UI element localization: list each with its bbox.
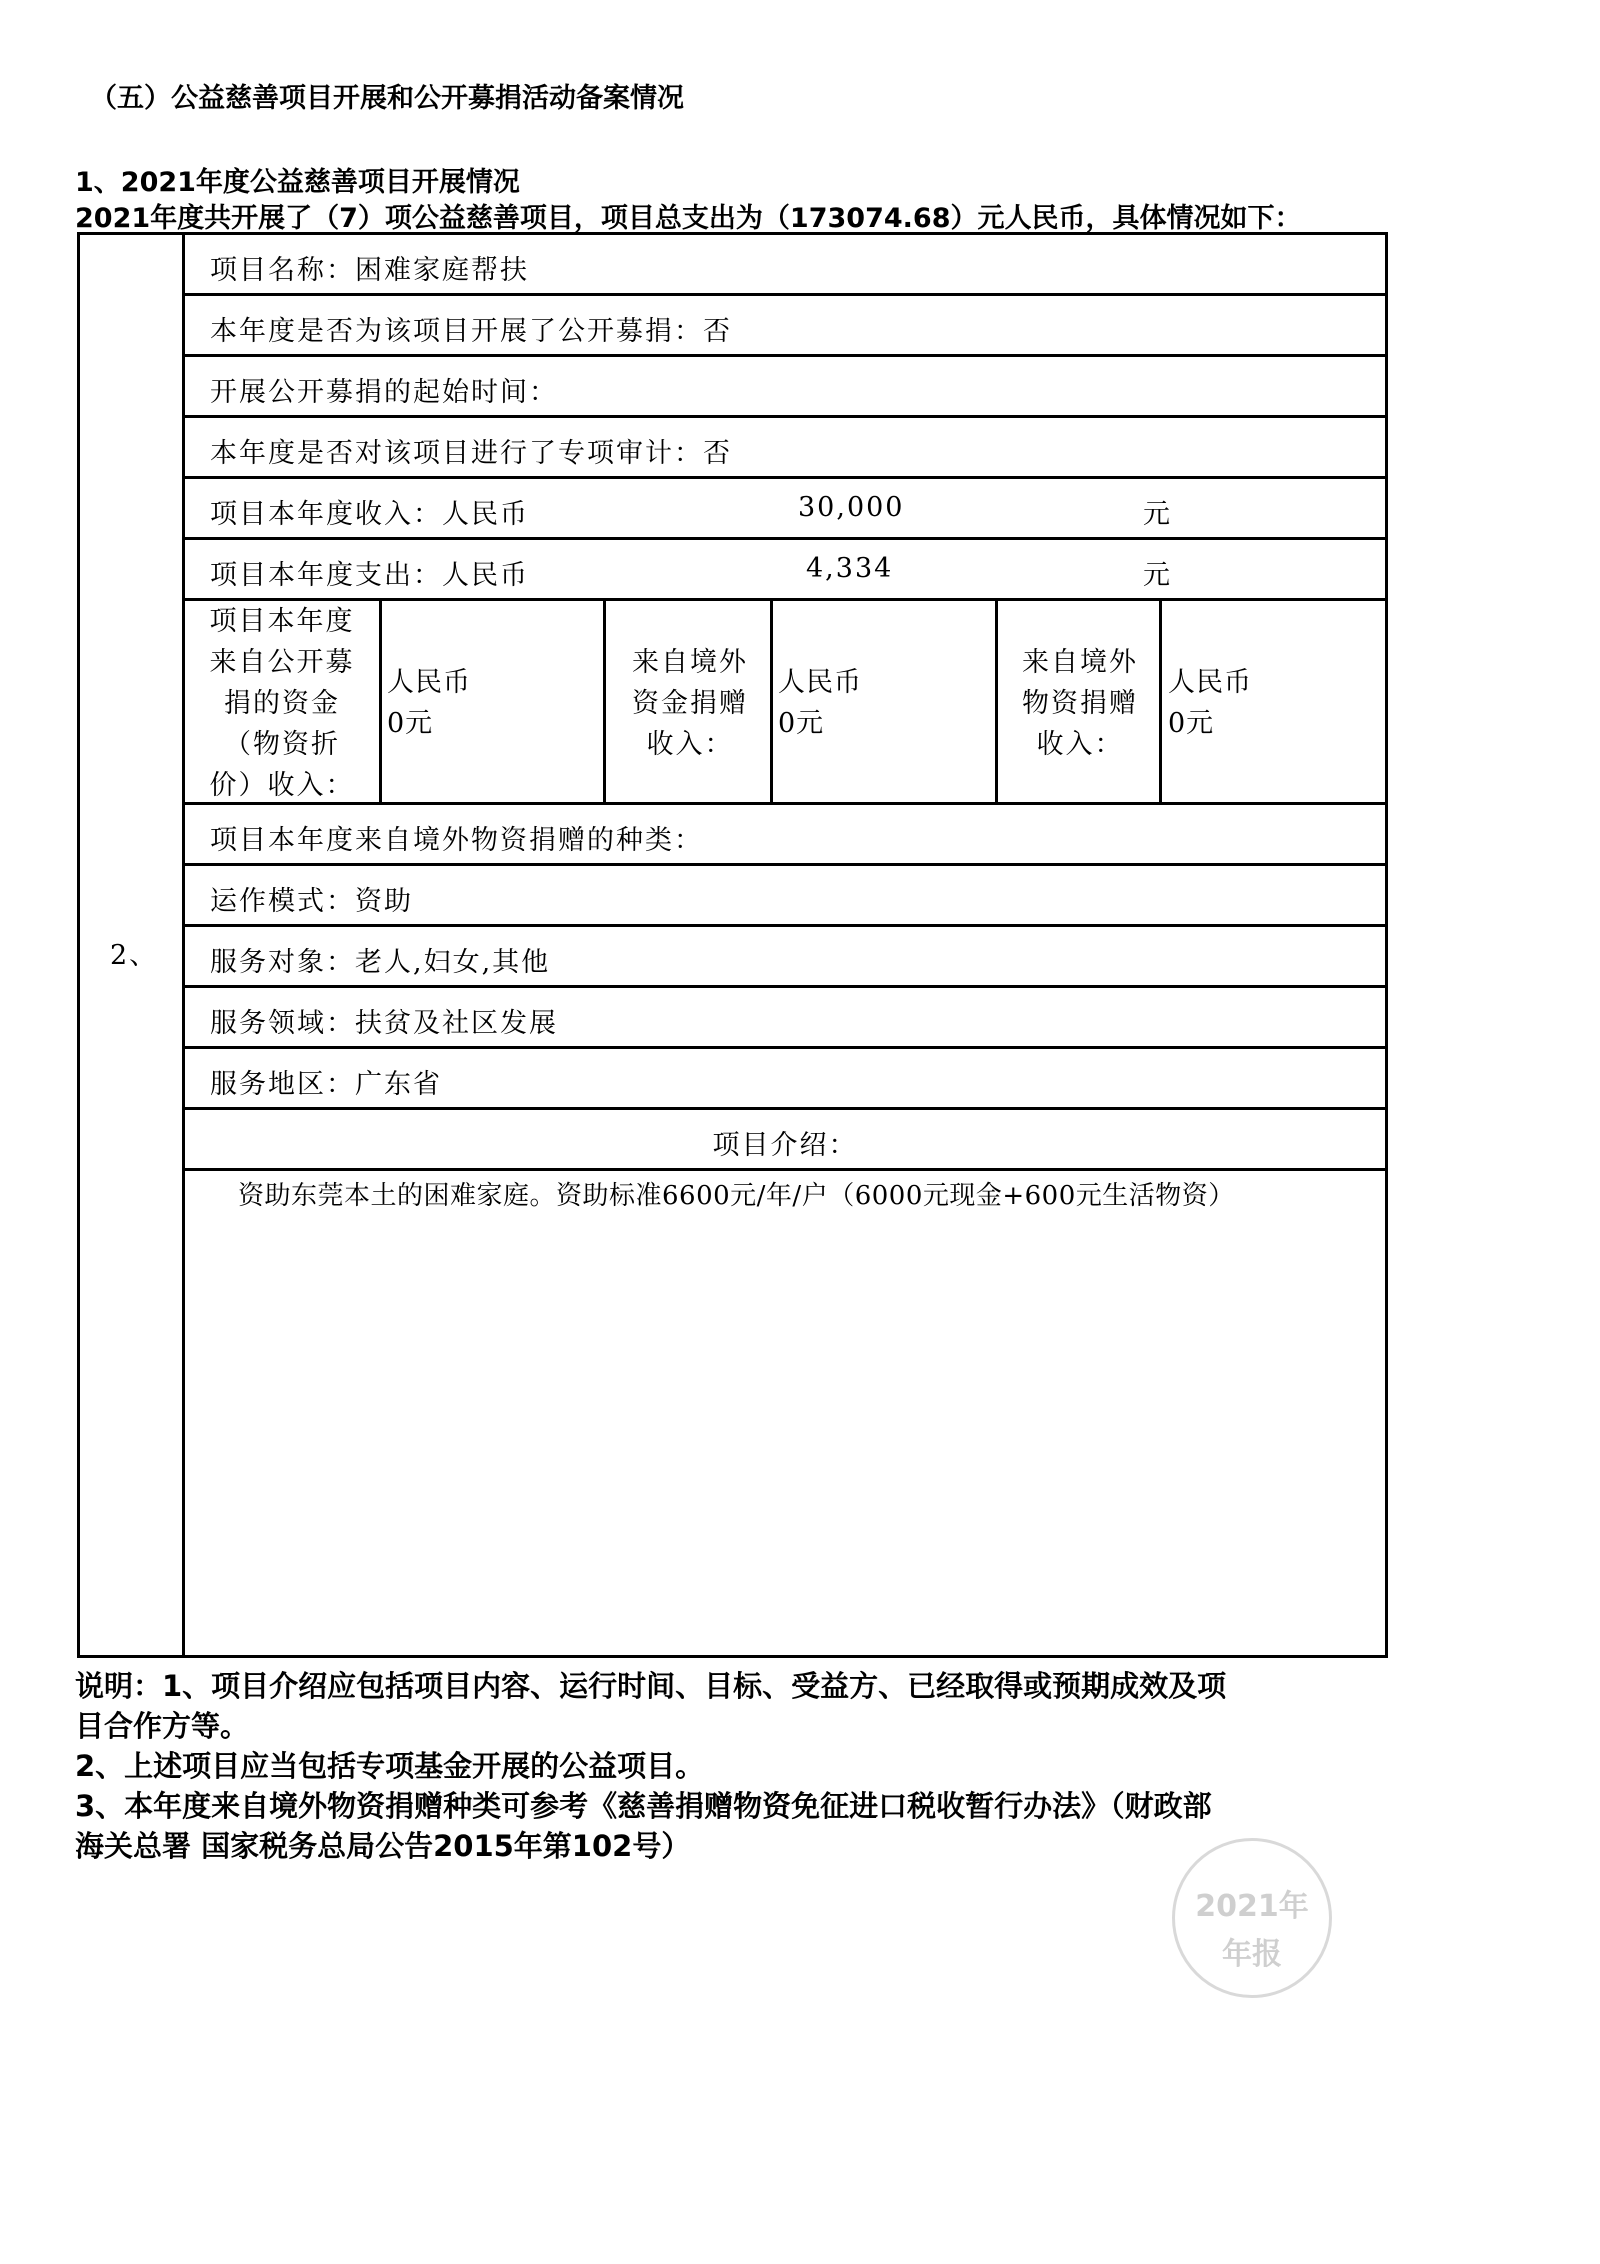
overseas-goods-types: 项目本年度来自境外物资捐赠的种类： bbox=[210, 825, 703, 856]
note-line: 海关总署 国家税务总局公告2015年第102号） bbox=[75, 1829, 691, 1863]
overseas-fund-label bbox=[615, 642, 765, 765]
row-divider bbox=[185, 863, 1385, 866]
project-table bbox=[77, 232, 1388, 1658]
income-label: 项目本年度收入：人民币 bbox=[210, 499, 529, 530]
annual-report-stamp bbox=[1172, 1838, 1332, 1998]
currency: 人民币 bbox=[387, 667, 471, 698]
cell-divider bbox=[603, 598, 606, 802]
expense-value: 4,334 bbox=[806, 553, 894, 584]
intro-text: 资助东莞本土的困难家庭。资助标准6600元/年/户（6000元现金+600元生活物资） bbox=[238, 1181, 1235, 1211]
label-line: 来自境外 bbox=[632, 647, 748, 678]
row-divider bbox=[185, 1168, 1385, 1171]
index-column-divider bbox=[182, 235, 185, 1655]
label-line: 物资捐赠 bbox=[1022, 688, 1138, 719]
label-line: 资金捐赠 bbox=[632, 688, 748, 719]
special-audit: 本年度是否对该项目进行了专项审计：否 bbox=[210, 438, 732, 469]
operation-mode: 运作模式：资助 bbox=[210, 886, 413, 917]
label-line: 收入： bbox=[646, 729, 734, 760]
project-name: 项目名称：困难家庭帮扶 bbox=[210, 255, 529, 286]
income-value: 30,000 bbox=[798, 492, 905, 523]
label-line: 项目本年度 bbox=[209, 606, 355, 637]
intro-header: 项目介绍： bbox=[712, 1130, 858, 1161]
service-region: 服务地区：广东省 bbox=[210, 1069, 442, 1100]
cell-divider bbox=[770, 598, 773, 802]
cell-divider bbox=[995, 598, 998, 802]
fundraising-start-time: 开展公开募捐的起始时间： bbox=[210, 377, 558, 408]
service-targets: 服务对象：老人,妇女,其他 bbox=[210, 947, 551, 978]
cell-divider bbox=[379, 598, 382, 802]
row-divider bbox=[185, 1046, 1385, 1049]
stamp-year: 2021年 bbox=[1195, 1889, 1309, 1924]
overseas-fund-value bbox=[778, 662, 862, 744]
public-fund-value bbox=[387, 662, 471, 744]
section-title: （五）公益慈善项目开展和公开募捐活动备案情况 bbox=[90, 83, 684, 114]
amount: 0元 bbox=[778, 708, 825, 739]
row-divider bbox=[185, 293, 1385, 296]
service-field: 服务领域：扶贫及社区发展 bbox=[210, 1008, 558, 1039]
row-divider bbox=[185, 415, 1385, 418]
note-line: 2、上述项目应当包括专项基金开展的公益项目。 bbox=[75, 1749, 705, 1783]
subheading-project-totals: 2021年度共开展了（7）项公益慈善项目，项目总支出为（173074.68）元人民币，具体情况如下： bbox=[75, 203, 1302, 234]
label-line: 收入： bbox=[1036, 729, 1124, 760]
expense-label: 项目本年度支出：人民币 bbox=[210, 560, 529, 591]
row-divider bbox=[185, 354, 1385, 357]
notes bbox=[75, 1666, 1226, 1866]
row-divider bbox=[185, 1107, 1385, 1110]
label-line: 来自公开募 bbox=[209, 647, 355, 678]
public-fundraising: 本年度是否为该项目开展了公开募捐：否 bbox=[210, 316, 732, 347]
amount: 0元 bbox=[387, 708, 434, 739]
note-line: 目合作方等。 bbox=[75, 1709, 250, 1743]
note-line: 说明：1、项目介绍应包括项目内容、运行时间、目标、受益方、已经取得或预期成效及项 bbox=[75, 1669, 1227, 1703]
public-fund-label bbox=[192, 601, 372, 806]
currency: 人民币 bbox=[778, 667, 862, 698]
expense-unit: 元 bbox=[1143, 560, 1172, 591]
overseas-goods-label bbox=[1005, 642, 1155, 765]
row-divider bbox=[185, 476, 1385, 479]
label-line: 捐的资金 bbox=[224, 688, 340, 719]
row-divider bbox=[185, 924, 1385, 927]
cell-divider bbox=[1159, 598, 1162, 802]
row-number: 2、 bbox=[110, 940, 159, 971]
label-line: （物资折 bbox=[224, 729, 340, 760]
row-divider bbox=[185, 802, 1385, 805]
currency: 人民币 bbox=[1168, 667, 1252, 698]
stamp-label: 年报 bbox=[1222, 1937, 1282, 1972]
row-divider bbox=[185, 985, 1385, 988]
subheading-project-summary: 1、2021年度公益慈善项目开展情况 bbox=[75, 167, 520, 198]
row-divider bbox=[185, 537, 1385, 540]
note-line: 3、本年度来自境外物资捐赠种类可参考《慈善捐赠物资免征进口税收暂行办法》（财政部 bbox=[75, 1789, 1212, 1823]
overseas-goods-value bbox=[1168, 662, 1252, 744]
amount: 0元 bbox=[1168, 708, 1215, 739]
label-line: 来自境外 bbox=[1022, 647, 1138, 678]
income-unit: 元 bbox=[1143, 499, 1172, 530]
label-line: 价）收入： bbox=[209, 770, 355, 801]
